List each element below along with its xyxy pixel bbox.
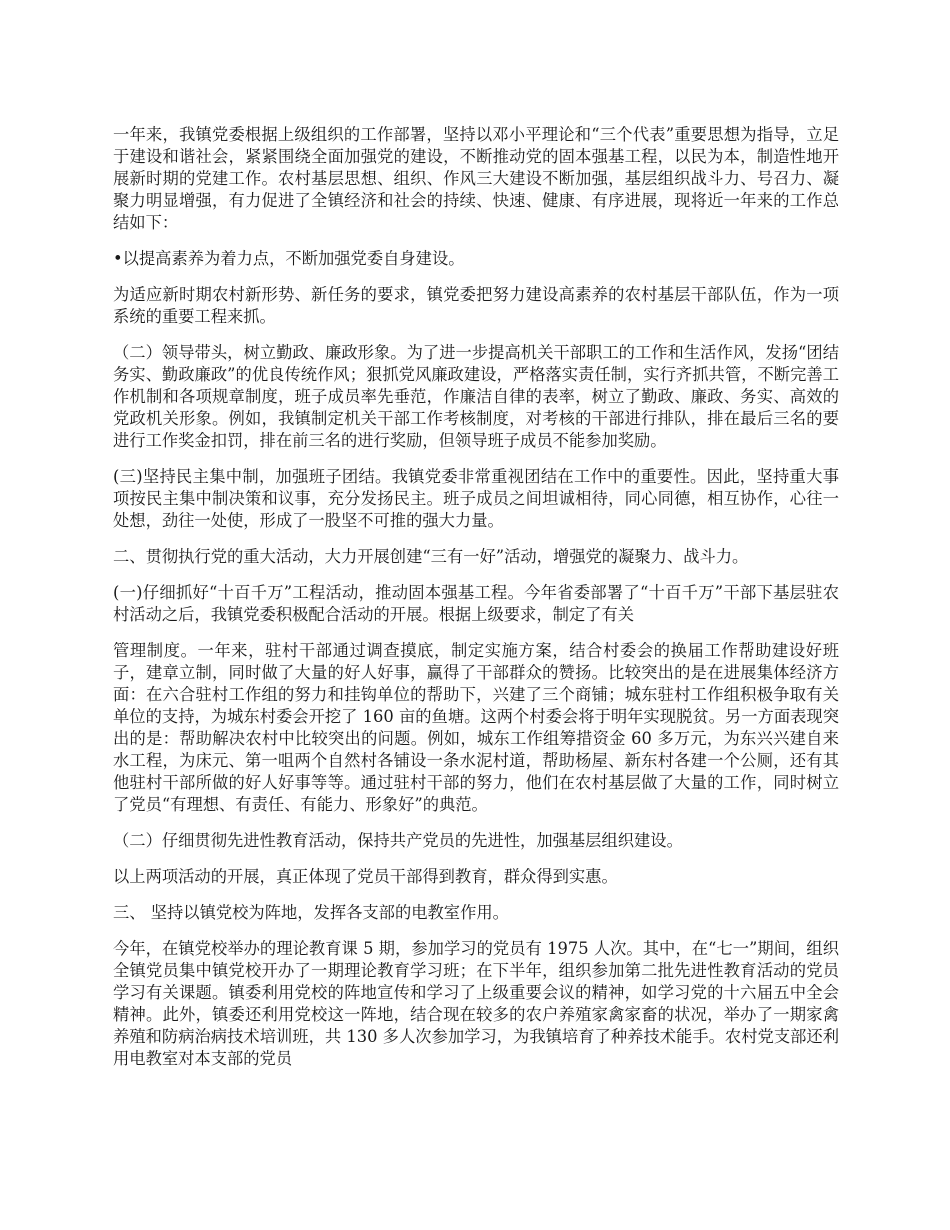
section-heading-two: 二、贯彻执行党的重大活动，大力开展创建“三有一好”活动，增强党的凝聚力、战斗力。	[113, 547, 749, 566]
paragraph-project-activity: (一)仔细抓好“十百千万”工程活动，推动固本强基工程。今年省委部署了“十百千万”干部下基层驻农村活动之后，我镇党委积极配合活动的开展。根据上级要求，制定了有关	[113, 583, 839, 624]
paragraph-management-system: 管理制度。一年来，驻村干部通过调查摸底，制定实施方案，结合村委会的换届工作帮助建设好班子，建章立制，同时做了大量的好人好事，赢得了干部群众的赞扬。比较突出的是在进展集体经济方面：在六合驻村工作组的努力和挂钩单位的帮助下，兴建了三个商铺；城东驻村工作组积极争取有关单位的支持，为城东村委会开挖了 160 亩的鱼塘。这两个村委会将于明年实现脱贫。另一方面表现突出的是：帮助解决农村中比较突出的问题。例如，城东工作组筹措资金 60 多万元，为东兴兴建自来水工程，为床元、第一咀两个自然村各铺设一条水泥村道，帮助杨屋、新东村各建一个公厕，还有其他驻村干部所做的好人好事等等。通过驻村干部的努力，他们在农村基层做了大量的工作，同时树立了党员“有理想、有责任、有能力、形象好”的典范。	[113, 641, 839, 814]
paragraph-party-school: 今年，在镇党校举办的理论教育课 5 期，参加学习的党员有 1975 人次。其中，在“七一”期间，组织全镇党员集中镇党校开办了一期理论教育学习班；在下半年，组织参加第二批先进性教育活动的党员学习有关课题。镇委利用党校的阵地宣传和学习了上级重要会议的精神，如学习党的十六届五中全会精神。此外，镇委还利用党校这一阵地，结合现在较多的农户养殖家禽家畜的状况，举办了一期家禽养殖和防病治病技术培训班，共 130 多人次参加学习，为我镇培育了种养技术能手。农村党支部还利用电教室对本支部的党员	[113, 939, 839, 1068]
paragraph-advanced-education: （二）仔细贯彻先进性教育活动，保持共产党员的先进性，加强基层组织建设。	[113, 831, 683, 850]
paragraph-democratic-centralism: (三)坚持民主集中制，加强班子团结。我镇党委非常重视团结在工作中的重要性。因此，坚持重大事项按民主集中制决策和议事，充分发扬民主。班子成员之间坦诚相待，同心同德，相互协作，心往一处想，劲往一处使，形成了一股坚不可推的强大力量。	[113, 467, 839, 530]
paragraph-clean-government: （二）领导带头，树立勤政、廉政形象。为了进一步提高机关干部职工的工作和生活作风，发扬“团结务实、勤政廉政”的优良传统作风；狠抓党风廉政建设，严格落实责任制，实行齐抓共管，不断完善工作机制和各项规章制度，班子成员率先垂范，作廉洁自律的表率，树立了勤政、廉政、务实、高效的党政机关形象。例如，我镇制定机关干部工作考核制度，对考核的干部进行排队，排在最后三名的要进行工作奖金扣罚，排在前三名的进行奖励，但领导班子成员不能参加奖励。	[113, 343, 839, 450]
paragraph-cadre-team: 为适应新时期农村新形势、新任务的要求，镇党委把努力建设高素养的农村基层干部队伍，作为一项系统的重要工程来抓。	[113, 285, 839, 326]
paragraph-intro: 一年来，我镇党委根据上级组织的工作部署，坚持以邓小平理论和“三个代表”重要思想为指导，立足于建设和谐社会，紧紧围绕全面加强党的建设，不断推动党的固本强基工程，以民为本，制造性地开展新时期的党建工作。农村基层思想、组织、作风三大建设不断加强，基层组织战斗力、号召力、凝聚力明显增强，有力促进了全镇经济和社会的持续、快速、健康、有序进展，现将近一年来的工作总结如下：	[113, 125, 839, 232]
document-body	[113, 124, 839, 1070]
paragraph-activity-results: 以上两项活动的开展，真正体现了党员干部得到教育，群众得到实惠。	[113, 867, 618, 886]
bullet-heading-self-building: •以提高素养为着力点，不断加强党委自身建设。	[113, 249, 465, 268]
section-heading-three: 三、 坚持以镇党校为阵地，发挥各支部的电教室作用。	[113, 903, 509, 922]
